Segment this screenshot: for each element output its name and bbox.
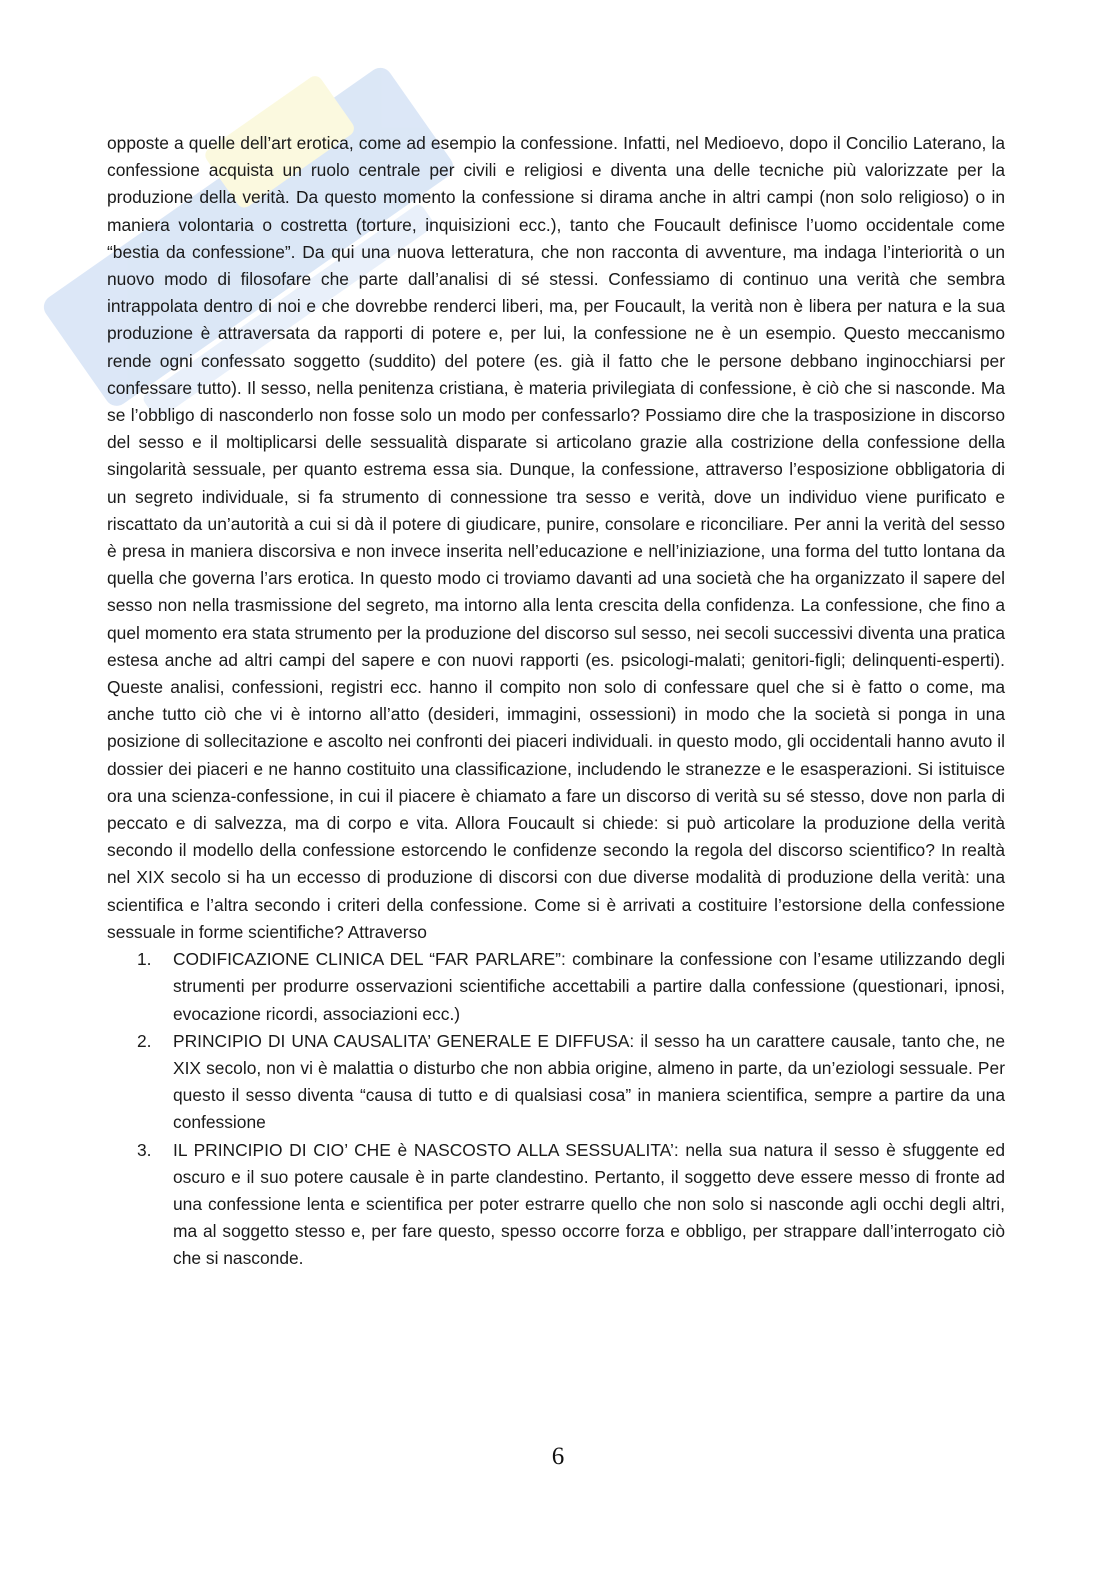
list-item-number: 3. xyxy=(137,1139,152,1160)
list-item-text: IL PRINCIPIO DI CIO’ CHE è NASCOSTO ALLA SESSUALITA’: nella sua natura il sesso è sfuggente ed oscuro e il suo potere causale è in parte clandestino. Pertanto, il soggetto deve essere messo di fronte ad una confessione lenta e scientifica per poter estrarre quello che non solo si nasconde agli occhi degli altri, ma al soggetto stesso e, per fare questo, spesso occorre forza e obbligo, per strappare dall’interrogato ciò che si nasconde. xyxy=(173,1139,1005,1269)
list-item xyxy=(107,1028,1005,1137)
list-item xyxy=(107,1137,1005,1273)
list-item-number: 1. xyxy=(137,949,152,970)
numbered-list xyxy=(107,946,1005,1272)
list-item-text: PRINCIPIO DI UNA CAUSALITA’ GENERALE E DIFFUSA: il sesso ha un carattere causale, tanto che, ne XIX secolo, non vi è malattia o disturbo che non abbia origine, almeno in parte, da un’eziologi sessuale. Per questo il sesso diventa “causa di tutto e di qualsiasi cosa” in maniera scientifica, sempre a partire da una confessione xyxy=(173,1030,1005,1133)
document-page xyxy=(107,130,1005,1273)
list-item-number: 2. xyxy=(137,1030,152,1051)
body-paragraph: opposte a quelle dell’art erotica, come ad esempio la confessione. Infatti, nel Medioevo, dopo il Concilio Laterano, la confessione acquista un ruolo centrale per civili e religiosi e diventa una delle tecniche più valorizzate per la produzione della verità. Da questo momento la confessione si dirama anche in altri campi (non solo religioso) o in maniera volontaria o costretta (torture, inquisizioni ecc.), tanto che Foucault definisce l’uomo occidentale come “bestia da confessione”. Da qui una nuova letteratura, che non racconta di avventure, ma indaga l’interiorità o un nuovo modo di filosofare che parte dall’analisi di sé stessi. Confessiamo di continuo una verità che sembra intrappolata dentro di noi e che dovrebbe renderci liberi, ma, per Foucault, la verità non è libera per natura e la sua produzione è attraversata da rapporti di potere e, per lui, la confessione ne è un esempio. Questo meccanismo rende ogni confessato soggetto (suddito) del potere (es. già il fatto che le persone debbano inginocchiarsi per confessare tutto). Il sesso, nella penitenza cristiana, è materia privilegiata di confessione, è ciò che si nasconde. Ma se l’obbligo di nasconderlo non fosse solo un modo per confessarlo? Possiamo dire che la trasposizione in discorso del sesso e il moltiplicarsi delle sessualità disparate si articolano grazie alla costrizione della confessione della singolarità sessuale, per quanto estrema essa sia. Dunque, la confessione, attraverso l’esposizione obbligatoria di un segreto individuale, si fa strumento di connessione tra sesso e verità, dove un individuo viene purificato e riscattato da un’autorità a cui si dà il potere di giudicare, punire, consolare e riconciliare. Per anni la verità del sesso è presa in maniera discorsiva e non invece inserita nell’educazione e nell’iniziazione, una forma del tutto lontana da quella che governa l’ars erotica. In questo modo ci troviamo davanti ad una società che ha organizzato il sapere del sesso non nella trasmissione del segreto, ma intorno alla lenta crescita della confidenza. La confessione, che fino a quel momento era stata strumento per la produzione del discorso sul sesso, nei secoli successivi diventa una pratica estesa anche ad altri campi del sapere e con nuovi rapporti (es. psicologi-malati; genitori-figli; delinquenti-esperti). Queste analisi, confessioni, registri ecc. hanno il compito non solo di confessare quel che si è fatto o come, ma anche tutto ciò che vi è intorno all’atto (desideri, immagini, ossessioni) in modo che la società si ponga in una posizione di sollecitazione e ascolto nei confronti dei piaceri individuali. in questo modo, gli occidentali hanno avuto il dossier dei piaceri e ne hanno costituito una classificazione, includendo le stranezze e le esasperazioni. Si istituisce ora una scienza-confessione, in cui il piacere è chiamato a fare un discorso di verità su sé stesso, dove non parla di peccato e di salvezza, ma di corpo e vita. Allora Foucault si chiede: si può articolare la produzione della verità secondo il modello della confessione estorcendo le confidenze secondo la regola del discorso scientifico? In realtà nel XIX secolo si ha un eccesso di produzione di discorsi con due diverse modalità di produzione della verità: una scientifica e l’altra secondo i criteri della confessione. Come si è arrivati a costituire l’estorsione della confessione sessuale in forme scientifiche? Attraverso xyxy=(107,133,1005,942)
list-item xyxy=(107,946,1005,1028)
list-item-text: CODIFICAZIONE CLINICA DEL “FAR PARLARE”: combinare la confessione con l’esame utilizzando degli strumenti per produrre osservazioni scientifiche accettabili a partire dalla confessione (questionari, ipnosi, evocazione ricordi, associazioni ecc.) xyxy=(173,949,1005,1024)
page-number: 6 xyxy=(551,1443,565,1470)
